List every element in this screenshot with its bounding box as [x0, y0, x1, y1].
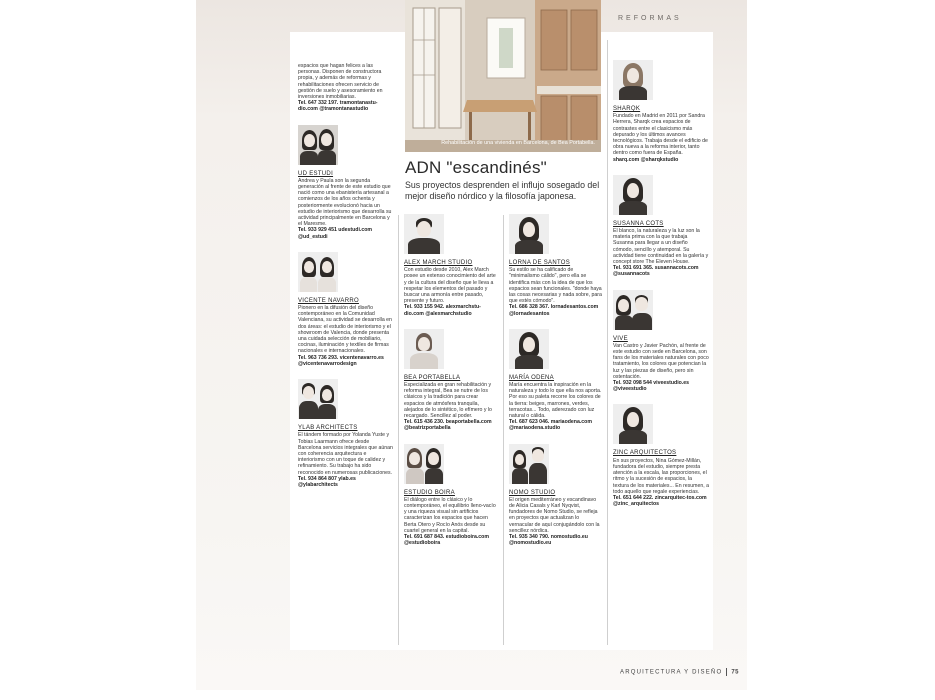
sharq-contact: sharq.com @sharqkstudio	[613, 156, 679, 163]
lorna-contact: Tel. 686 328 367. lornadesantos.com @lornadesantos	[509, 304, 599, 317]
lorna-name: LORNA DE SANTOS	[509, 260, 571, 266]
zinc-text: En sus proyectos, Nina Gómez-Millán, fundadora del estudio, siempre presta atención a la escala, las proporciones, el ritmo y la sucesión de espacios, la textura de los materiales... En resumen, a todo aquello que regale experiencias.	[613, 457, 710, 495]
alex-march-text: Con estudio desde 2010, Alex March posee un extenso conocimiento del arte y de la cultura del diseño que le lleva a respetar los elementos del pasado y buscar una armonía entre pasado, presente y futuro.	[404, 267, 496, 305]
magazine-name: ARQUITECTURA Y DISEÑO	[620, 669, 723, 676]
column-4	[613, 60, 709, 507]
ylab-text: El tándem formado por Yolanda Yuste y Tobias Laarmann ofrece desde Barcelona servicios integrales que aúnan con coherencia arquitectura e interiorismo con un toque de calidez y refinamiento. Su trabajo ha sido reconocido en numerosas publicaciones.	[298, 432, 393, 476]
ud-estudi-text: Andrea y Paula son la segunda generación al frente de este estudio que nació como una ebanistería artesanal a comienzos de los años ochenta y posteriormente evolucionó hacia un estudio de interiorismo que desarrolla su actividad principalmente en Barcelona y el Maresme.	[298, 177, 392, 228]
ylab-name: YLAB ARCHITECTS	[298, 425, 358, 432]
sharq-name: SHARQK	[613, 106, 641, 112]
bea-portabella-name: BEA PORTABELLA	[404, 374, 461, 381]
ud-estudi-contact: Tel. 933 929 451 udestudi.com @ud_estudi	[298, 227, 373, 240]
ud-estudi-photo	[298, 125, 338, 165]
hero-caption: Rehabilitación de una vivienda en Barcelona, de Bea Portabella.	[441, 139, 595, 146]
maria-odena-name: MARÍA ODENA	[509, 374, 554, 381]
lorna-photo	[509, 214, 549, 254]
maria-odena-text: María encuentra la inspiración en la naturaleza y todo lo que ella nos aporta. Por eso su paleta recorre los colores de la tierra: beiges, marrones, verdes, terracotas... Todo, aderezado con luz natural o cálida.	[509, 382, 602, 420]
lead-paragraph: Sus proyectos desprenden el influjo sosegado del mejor diseño nórdico y la filosofía japonesa.	[405, 180, 600, 201]
zinc-name: ZINC ARQUITECTOS	[613, 450, 677, 457]
bea-portabella-text: Especializada en gran rehabilitación y reforma integral, Bea se nutre de los clásicos y la tradición para crear espacios de atmósfera tranquila, alejados de lo sintético, lo efímero y lo recargado. Sencillez al poder.	[404, 382, 492, 420]
hero-photo	[405, 0, 601, 152]
susanna-cots-text: El blanco, la naturaleza y la luz son la materia prima con la que trabaja Susanna para llegar a un diseño cómodo, sencillo y atemporal. Su actividad tiene continuidad en la galería y concept store The Eleven House.	[613, 228, 709, 266]
bea-portabella-contact: Tel. 615 436 230. beaportabella.com @beatrizportabella	[404, 419, 492, 432]
lorna-text: Su estilo se ha calificado de "minimalismo cálido", pero ella se identifica más con la idea de que los espacios sean funcionales. "donde haya las cosas necesarias y nada sobre, para que estés cómodo".	[509, 267, 602, 305]
estudio-boira-name: ESTUDIO BOIRA	[404, 489, 455, 496]
footer-separator	[726, 668, 727, 676]
column-divider	[607, 40, 608, 645]
sharq-text: Fundado en Madrid en 2011 por Sandra Herrera, Sharqk crea espacios de contrastes entre el clasicismo más depurado y los últimos avances tecnológicos. Trabaja desde el edificio de obra nueva a la reforma interior, tanto dentro como fuera de España.	[613, 113, 708, 157]
susanna-cots-name: SUSANNA COTS	[613, 220, 664, 227]
column-1	[298, 63, 394, 488]
vive-contact: Tel. 932 098 544 viveestudio.es @viveestudio	[613, 380, 690, 393]
sharq-photo	[613, 60, 653, 100]
susanna-cots-contact: Tel. 931 691 365. susannacots.com @susannacots	[613, 265, 699, 278]
vive-photo	[613, 290, 653, 330]
column-2	[404, 214, 498, 546]
estudio-boira-text: El diálogo entre lo clásico y lo contemporáneo, el equilibrio lleno-vacío y una riqueza visual sin artificios caracterizan los espacios que hacen Berta Otero y Rocío Anós desde su cuartel general en la capital.	[404, 496, 496, 534]
alex-march-contact: Tel. 933 155 942. alexmarchstu-dio.com @alexmarchstudio	[404, 304, 481, 317]
vive-text: Van Castro y Javier Pachón, al frente de este estudio con sede en Barcelona, son fans de los materiales naturales con poco tratamiento, los colores que potencian la luz y las piezas de diseño, pero sin ostentación.	[613, 342, 709, 380]
vicente-navarro-text: Pionero en la difusión del diseño contemporáneo en la Comunidad Valenciana, su actividad se desarrolla en dos áreas: el estudio de interiorismo y el showroom de Valencia, donde presenta una cuidada selección de mobiliario, cocinas, iluminación y textiles de firmas nacionales e internacionales.	[298, 305, 392, 355]
susanna-cots-photo	[613, 175, 653, 215]
intro-contact: Tel. 647 332 197. tramontanastu-dio.com @tramontanastudio	[298, 100, 378, 113]
column-divider	[503, 215, 504, 645]
nomo-name: NOMO STUDIO	[509, 489, 556, 496]
nomo-text: El origen mediterráneo y escandinavo de Alicia Casals y Karl Nyqvist, fundadores de Nomo Studio, se refleja en proyectos que actualizan lo vernacular de aquí conjugándolo con la sencillez nórdica.	[509, 496, 600, 534]
kitchen-interior-illustration	[405, 0, 601, 152]
nomo-photo	[509, 444, 549, 484]
bea-portabella-photo	[404, 329, 444, 369]
vicente-navarro-name: VICENTE NAVARRO	[298, 297, 359, 304]
page-footer	[620, 668, 739, 676]
column-divider	[398, 215, 399, 645]
zinc-contact: Tel. 651 644 222. zincarquitec-tos.com @zinc_arquitectos	[613, 494, 707, 508]
headline: ADN "escandinés"	[405, 158, 547, 177]
ylab-photo	[298, 379, 338, 419]
estudio-boira-contact: Tel. 691 687 843. estudioboira.com @estudioboira	[404, 534, 489, 547]
alex-march-photo	[404, 214, 444, 254]
ylab-contact: Tel. 934 864 807 ylab.es @ylabarchitects	[298, 475, 356, 488]
nomo-contact: Tel. 935 340 790. nomostudio.eu @nomostudio.eu	[509, 534, 588, 547]
page-number: 75	[731, 669, 740, 676]
maria-odena-contact: Tel. 687 623 046. mariaodena.com @mariaodena.studio	[509, 419, 592, 432]
ud-estudi-name: UD ESTUDI	[298, 170, 334, 177]
zinc-photo	[613, 404, 653, 444]
column-3	[509, 214, 603, 546]
maria-odena-photo	[509, 329, 549, 369]
vicente-navarro-contact: Tel. 963 736 293. vicentenavarro.es @vicentenavarrodesign	[298, 354, 384, 367]
section-label: REFORMAS	[618, 15, 682, 22]
alex-march-name: ALEX MARCH STUDIO	[404, 260, 473, 266]
vicente-navarro-photo	[298, 252, 338, 292]
intro-text: espacios que hagan felices a las personas. Disponen de constructora propia, y además de reformas y rehabilitaciones ofrecen servicio de gestión de suelo y asesoramiento en inversiones inmobiliarias.	[298, 63, 383, 101]
vive-name: VIVE	[613, 335, 628, 342]
estudio-boira-photo	[404, 444, 444, 484]
